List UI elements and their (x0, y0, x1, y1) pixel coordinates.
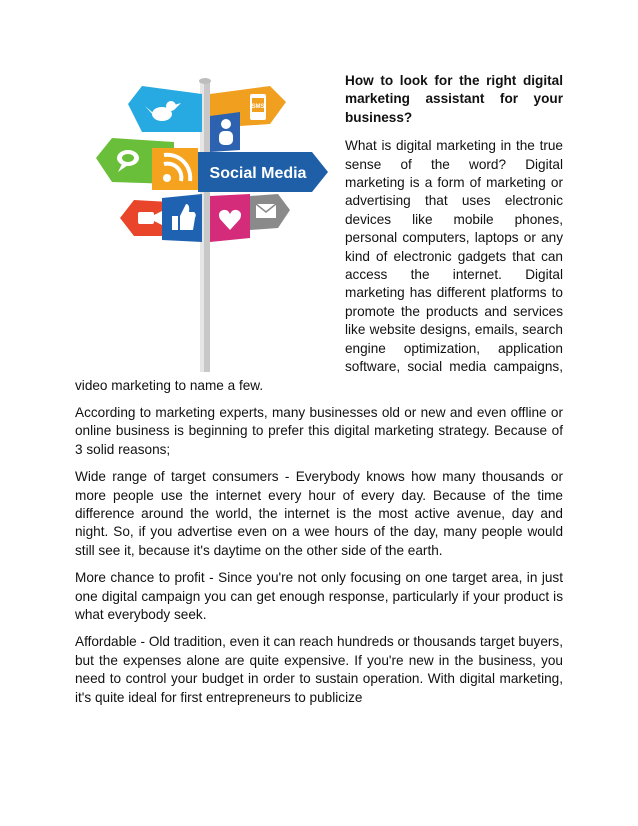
paragraph-target-consumers: Wide range of target consumers - Everybody knows how many thousands or more people use the internet every hour of every day. Because of the time difference around the world, the internet is the most active avenue, day and night. So, if you advertise even on a wee hours of the day, many people would still see it, because it's daytime on the other side of the earth. (75, 469, 563, 558)
article-body (75, 72, 563, 716)
article-title: How to look for the right digital marketing assistant for your business? (345, 73, 563, 125)
sms-sign-label: SMS (251, 104, 265, 110)
paragraph-affordable: Affordable - Old tradition, even it can reach hundreds or thousands target buyers, but the expenses alone are quite expensive. If you're new in the business, you need to control your budget in order to sustain operation. With digital marketing, it's quite ideal for first entrepreneurs to publicize (75, 634, 563, 705)
paragraph-profit: More chance to profit - Since you're not only focusing on one target area, in just one digital campaign you can get enough response, particularly if your product is what everybody seek. (75, 570, 563, 622)
social-media-sign-label: Social Media (209, 165, 307, 182)
paragraph-experts: According to marketing experts, many businesses old or new and even offline or online business is beginning to prefer this digital marketing strategy. Because of 3 solid reasons; (75, 404, 563, 457)
paragraph-intro: What is digital marketing in the true sense of the word? Digital marketing is a form of marketing or advertising that uses electronic devices like mobile phones, personal computers, laptops or any kind of electronic gadgets that can access the internet. Digital marketing has different platforms to promote the products and services like website designs, emails, search engine optimization, application software, social media campaigns, video marketing to name a few. (75, 138, 563, 393)
image-float-spacer (75, 72, 345, 362)
